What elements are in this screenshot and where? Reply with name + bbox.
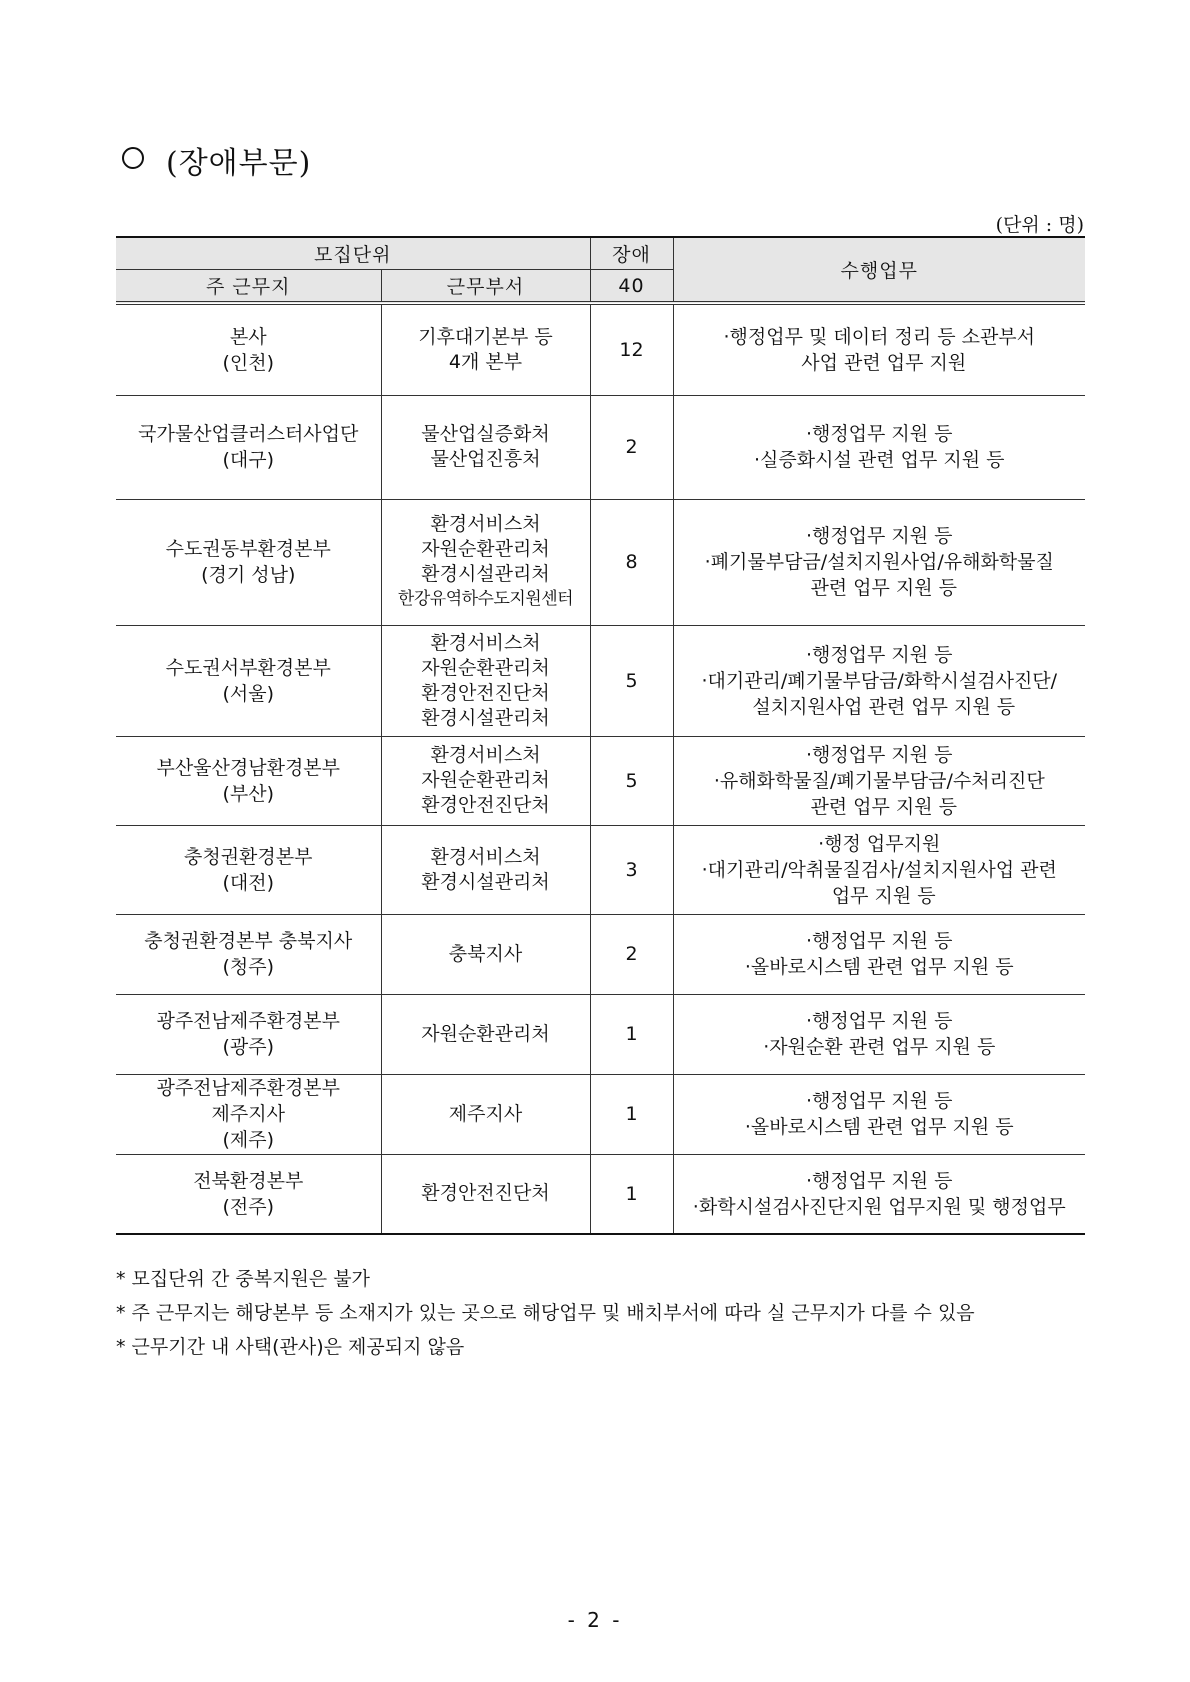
notes: [116, 1262, 975, 1364]
location-cell-line: 충청권환경본부 충북지사: [144, 930, 353, 952]
count-cell: 1: [590, 1074, 673, 1154]
tasks-cell: [673, 1074, 1085, 1154]
tasks-cell-line: ·행정업무 지원 등: [805, 1090, 953, 1112]
dept-cell-line: 환경안전진단처: [421, 1182, 550, 1205]
dept-cell-line: 자원순환관리처: [421, 538, 550, 560]
count-cell: 8: [590, 499, 673, 625]
location-cell-line: 충청권환경본부: [184, 845, 313, 868]
circle-bullet-icon: [122, 147, 144, 169]
dept-cell: [381, 825, 590, 914]
table-row: [116, 825, 1085, 914]
tasks-cell-line: ·올바로시스템 관련 업무 지원 등: [744, 956, 1014, 978]
tasks-cell: [673, 395, 1085, 499]
dept-cell-line: 환경시설관리처: [421, 563, 550, 585]
tasks-cell-line: 관련 업무 지원 등: [810, 577, 958, 599]
header-recruit-unit: 모집단위: [116, 237, 590, 270]
tasks-cell-line: ·대기관리/악취물질검사/설치지원사업 관련: [701, 858, 1057, 881]
dept-cell: [381, 303, 590, 395]
tasks-cell-line: ·화학시설검사진단지원 업무지원 및 행정업무: [692, 1195, 1066, 1218]
location-cell-line: (제주): [222, 1129, 275, 1151]
dept-cell-line: 충북지사: [448, 942, 523, 965]
location-cell-line: 전북환경본부: [193, 1169, 304, 1192]
location-cell-line: (인천): [222, 351, 275, 374]
header-total: 40: [590, 270, 673, 304]
location-cell: [116, 1154, 381, 1234]
tasks-cell: [673, 994, 1085, 1074]
tasks-cell-line: 설치지원사업 관련 업무 지원 등: [752, 695, 1016, 718]
tasks-cell: [673, 825, 1085, 914]
dept-cell-line: 환경서비스처: [430, 744, 541, 766]
count-cell: 3: [590, 825, 673, 914]
count-cell: 5: [590, 625, 673, 736]
tasks-cell-line: ·대기관리/폐기물부담금/화학시설검사진단/: [701, 669, 1058, 692]
location-cell-line: (부산): [222, 782, 275, 805]
dept-cell-line: 자원순환관리처: [421, 769, 550, 791]
location-cell: [116, 395, 381, 499]
location-cell-line: 부산울산경남환경본부: [156, 756, 341, 779]
heading-text: (장애부문): [166, 146, 312, 181]
dept-cell: [381, 1154, 590, 1234]
count-cell: 2: [590, 395, 673, 499]
tasks-cell-line: ·실증화시설 관련 업무 지원 등: [754, 449, 1005, 471]
location-cell-line: (대구): [222, 449, 275, 471]
table-row: [116, 303, 1085, 395]
location-cell-line: (광주): [222, 1036, 275, 1058]
location-cell: [116, 736, 381, 825]
tasks-cell-line: ·행정업무 및 데이터 정리 등 소관부서: [723, 325, 1036, 348]
note-item: * 근무기간 내 사택(관사)은 제공되지 않음: [116, 1336, 465, 1358]
dept-cell-line: 환경안전진단처: [421, 794, 550, 816]
count-cell: 2: [590, 914, 673, 994]
tasks-cell-line: 사업 관련 업무 지원: [801, 351, 967, 374]
dept-cell-line: 기후대기본부 등: [418, 325, 553, 348]
dept-cell: [381, 994, 590, 1074]
note-item: * 모집단위 간 중복지원은 불가: [116, 1268, 370, 1290]
dept-cell: [381, 1074, 590, 1154]
table-row: [116, 1154, 1085, 1234]
header-dept: 근무부서: [381, 270, 590, 304]
unit-label: (단위 : 명): [995, 214, 1084, 236]
table-row: [116, 736, 1085, 825]
tasks-cell: [673, 625, 1085, 736]
dept-cell-line: 자원순환관리처: [421, 656, 550, 679]
dept-cell-line: 환경서비스처: [430, 845, 541, 868]
count-cell: 1: [590, 994, 673, 1074]
table-row: [116, 1074, 1085, 1154]
dept-cell: [381, 914, 590, 994]
tasks-cell-line: 관련 업무 지원 등: [810, 795, 958, 818]
table-row: [116, 914, 1085, 994]
location-cell: [116, 303, 381, 395]
location-cell-line: 광주전남제주환경본부: [156, 1077, 341, 1099]
dept-cell-line: 4개 본부: [448, 350, 523, 373]
tasks-cell-line: 업무 지원 등: [831, 884, 936, 907]
header-tasks: 수행업무: [673, 237, 1085, 303]
location-cell: [116, 994, 381, 1074]
tasks-cell-line: ·올바로시스템 관련 업무 지원 등: [744, 1116, 1014, 1138]
tasks-cell: [673, 499, 1085, 625]
dept-cell-line: 물산업진흥처: [430, 448, 541, 470]
note-item: * 주 근무지는 해당본부 등 소재지가 있는 곳으로 해당업무 및 배치부서에 따라 실 근무지가 다를 수 있음: [116, 1302, 975, 1324]
tasks-cell-line: ·유해화학물질/폐기물부담금/수처리진단: [713, 769, 1045, 792]
location-cell-line: 광주전남제주환경본부: [156, 1010, 341, 1032]
dept-cell-line: 환경안전진단처: [421, 681, 550, 704]
table-row: [116, 994, 1085, 1074]
location-cell-line: 제주지사: [211, 1103, 285, 1125]
location-cell: [116, 625, 381, 736]
table-row: [116, 625, 1085, 736]
dept-cell: [381, 736, 590, 825]
location-cell-line: 본사: [229, 325, 267, 348]
tasks-cell-line: ·행정업무 지원 등: [805, 743, 953, 766]
section-heading: [122, 138, 311, 182]
location-cell: [116, 825, 381, 914]
location-cell-line: (서울): [222, 682, 275, 705]
location-cell-line: (청주): [222, 956, 275, 978]
tasks-cell: [673, 1154, 1085, 1234]
dept-cell: [381, 625, 590, 736]
tasks-cell-line: ·자원순환 관련 업무 지원 등: [763, 1036, 996, 1058]
tasks-cell: [673, 303, 1085, 395]
table-row: [116, 499, 1085, 625]
location-cell: [116, 914, 381, 994]
tasks-cell: [673, 914, 1085, 994]
dept-cell: [381, 395, 590, 499]
table-row: [116, 395, 1085, 499]
tasks-cell: [673, 736, 1085, 825]
dept-cell-line: 환경시설관리처: [421, 870, 550, 893]
recruitment-table: [116, 236, 1085, 1235]
tasks-cell-line: ·행정업무 지원 등: [805, 423, 953, 445]
tasks-cell-line: ·행정업무 지원 등: [805, 525, 953, 547]
location-cell: [116, 1074, 381, 1154]
dept-cell: [381, 499, 590, 625]
count-cell: 1: [590, 1154, 673, 1234]
location-cell: [116, 499, 381, 625]
tasks-cell-line: ·폐기물부담금/설치지원사업/유해화학물질: [704, 551, 1054, 573]
tasks-cell-line: ·행정업무 지원 등: [805, 1010, 953, 1032]
location-cell-line: 국가물산업클러스터사업단: [138, 423, 359, 445]
count-cell: 5: [590, 736, 673, 825]
location-cell-line: (대전): [222, 871, 275, 894]
dept-cell-line: 환경서비스처: [430, 513, 541, 535]
location-cell-line: (경기 성남): [201, 564, 296, 586]
count-cell: 12: [590, 303, 673, 395]
tasks-cell-line: ·행정업무 지원 등: [805, 930, 953, 952]
dept-cell-line: 한강유역하수도지원센터: [397, 589, 574, 609]
dept-cell-line: 환경서비스처: [430, 631, 541, 654]
location-cell-line: 수도권동부환경본부: [165, 538, 331, 560]
header-disabled: 장애: [590, 237, 673, 270]
page-number: - 2 -: [567, 1608, 623, 1632]
location-cell-line: (전주): [222, 1195, 275, 1218]
dept-cell-line: 물산업실증화처: [421, 423, 550, 445]
dept-cell-line: 자원순환관리처: [421, 1022, 550, 1045]
tasks-cell-line: ·행정 업무지원: [818, 832, 941, 855]
dept-cell-line: 환경시설관리처: [421, 706, 550, 729]
dept-cell-line: 제주지사: [448, 1102, 523, 1125]
tasks-cell-line: ·행정업무 지원 등: [805, 643, 953, 666]
header-location: 주 근무지: [116, 270, 381, 304]
location-cell-line: 수도권서부환경본부: [165, 656, 331, 679]
tasks-cell-line: ·행정업무 지원 등: [805, 1169, 953, 1192]
